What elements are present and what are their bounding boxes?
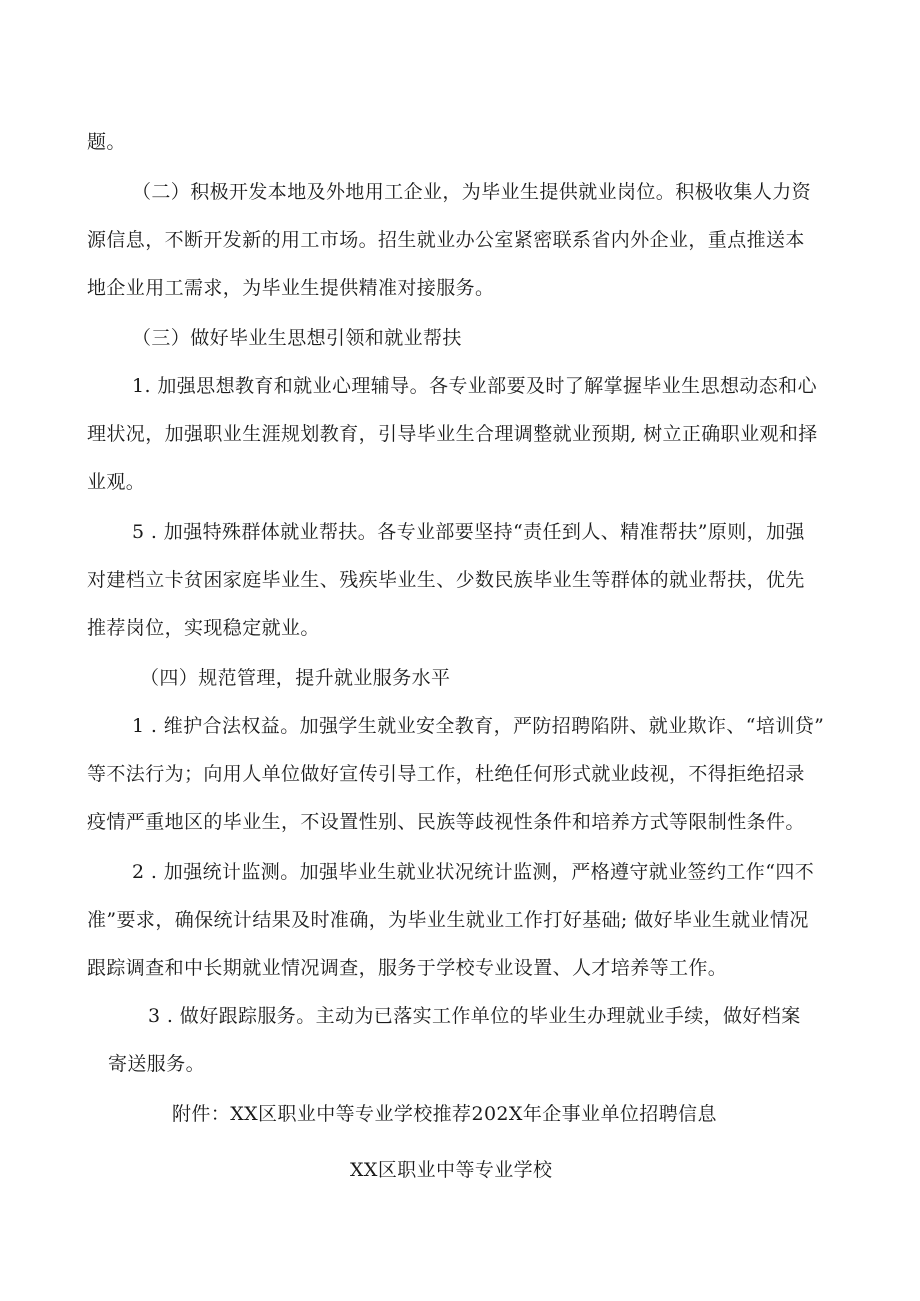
paragraph-line: 推荐岗位，实现稳定就业。 [87,617,320,639]
paragraph-line: 题。 [87,131,126,153]
section-heading-3: （三）做好毕业生思想引领和就业帮扶 [132,327,462,349]
paragraph-line: 寄送服务。 [108,1053,206,1075]
paragraph-line: 对建档立卡贫困家庭毕业生、残疾毕业生、少数民族毕业生等群体的就业帮扶，优先 [87,569,805,591]
paragraph-line: 准”要求，确保统计结果及时准确，为毕业生就业工作打好基础; 做好毕业生就业情况 [87,909,809,931]
paragraph-line: 跟踪调查和中长期就业情况调查，服务于学校专业设置、人才培养等工作。 [87,957,728,979]
paragraph-line: 源信息，不断开发新的用工市场。招生就业办公室紧密联系省内外企业，重点推送本 [87,229,805,251]
paragraph-line: 地企业用工需求，为毕业生提供精准对接服务。 [87,277,495,299]
paragraph-line: 业观。 [87,471,146,493]
school-signature: XX区职业中等专业学校 [350,1159,553,1181]
paragraph-line: 理状况，加强职业生涯规划教育，引导毕业生合理调整就业预期, 树立正确职业观和择 [87,423,818,445]
item-heading: 1. 加强思想教育和就业心理辅导。各专业部要及时了解掌握毕业生思想动态和心 [132,375,817,397]
paragraph-line: 等不法行为；向用人单位做好宣传引导工作，杜绝任何形式就业歧视，不得拒绝招录 [87,763,805,785]
item-heading: 5 . 加强特殊群体就业帮扶。各专业部要坚持“责任到人、精准帮扶”原则，加强 [132,521,805,543]
attachment-note: 附件：XX区职业中等专业学校推荐202X年企事业单位招聘信息 [172,1103,717,1125]
paragraph-line: 疫情严重地区的毕业生，不设置性别、民族等歧视性条件和培养方式等限制性条件。 [87,811,805,833]
item-heading: 3 . 做好跟踪服务。主动为已落实工作单位的毕业生办理就业手续，做好档案 [148,1005,801,1027]
item-heading: 2 . 加强统计监测。加强毕业生就业状况统计监测，严格遵守就业签约工作“四不 [132,861,815,883]
section-heading-2: （二）积极开发本地及外地用工企业，为毕业生提供就业岗位。积极收集人力资 [132,181,812,203]
item-heading: 1 . 维护合法权益。加强学生就业安全教育，严防招聘陷阱、就业欺诈、“培训贷” [132,715,825,737]
section-heading-4: （四）规范管理，提升就业服务水平 [140,667,451,689]
